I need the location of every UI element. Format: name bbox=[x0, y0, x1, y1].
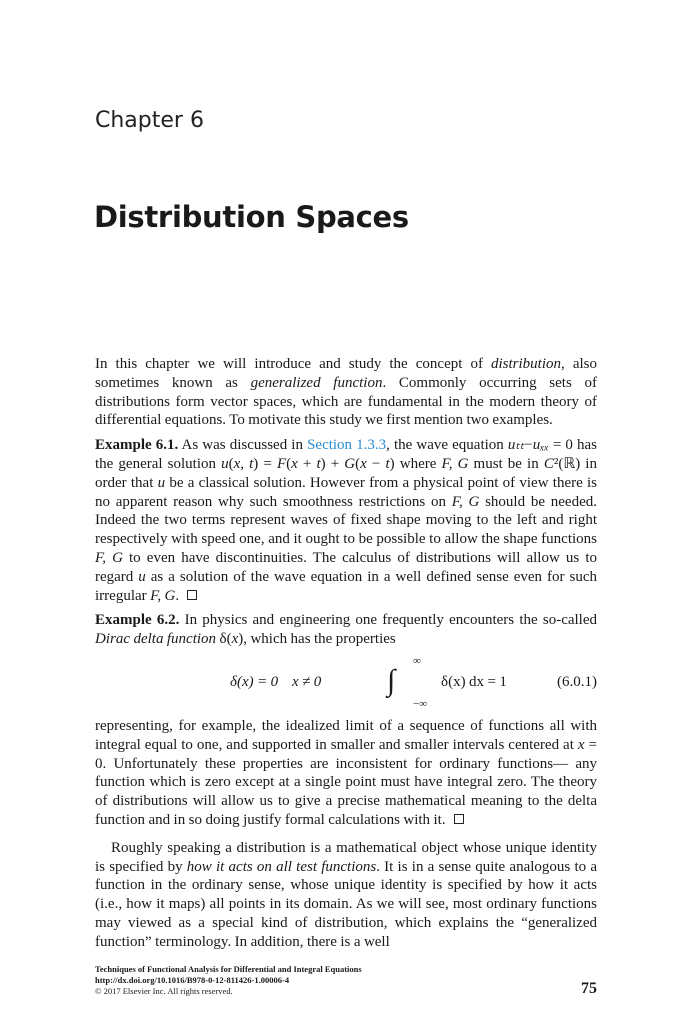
equation-rhs: δ(x) dx = 1 bbox=[441, 673, 507, 690]
text-run: F, G bbox=[451, 493, 480, 510]
text-run: must be in bbox=[468, 455, 544, 472]
text-run: F, G bbox=[150, 587, 176, 604]
paragraph bbox=[95, 355, 597, 430]
text-run: = 0 has the general solution bbox=[95, 437, 597, 472]
text-run: t bbox=[385, 455, 390, 472]
text-run: u bbox=[507, 437, 516, 454]
integral-lower-limit: −∞ bbox=[413, 697, 428, 710]
footer-book-title: Techniques of Functional Analysis for Differential and Integral Equations bbox=[95, 963, 362, 974]
text-run: . bbox=[175, 587, 180, 604]
text-run: as a solution of the wave equation in a well defined sense even for such irregular bbox=[95, 568, 598, 604]
paragraph bbox=[95, 436, 597, 605]
text-run: ( bbox=[286, 455, 292, 472]
text-run: ₓₓ bbox=[540, 437, 549, 454]
text-run: u bbox=[221, 455, 229, 472]
text-run: C bbox=[543, 455, 554, 472]
example-label: Example 6.1. bbox=[95, 437, 179, 454]
equation-lhs: δ(x) = 0 x ≠ 0 bbox=[230, 673, 322, 690]
text-run: representing, for example, the idealized limit of a sequence of functions all with integral equal to one, and supported in smaller and smaller intervals centered at bbox=[95, 717, 597, 753]
text-run: t bbox=[316, 455, 321, 472]
text-run: x bbox=[231, 631, 239, 648]
text-run: ₜₜ bbox=[515, 437, 525, 454]
footer-copyright: © 2017 Elsevier Inc. All rights reserved. bbox=[95, 985, 233, 996]
text-run: how it acts on all test functions bbox=[186, 858, 377, 875]
example-label: Example 6.2. bbox=[95, 612, 180, 629]
text-run: ( bbox=[228, 455, 234, 472]
chapter-title: Distribution Spaces bbox=[94, 200, 409, 234]
text-run: G bbox=[344, 455, 356, 472]
page-column bbox=[95, 355, 597, 997]
text-run: , also sometimes known as bbox=[95, 356, 597, 391]
text-run: x bbox=[360, 455, 367, 472]
text-run: = 0. Unfortunately these properties are inconsistent for ordinary functions— any function which is zero except at a single point must have integral zero. The theory of distributions will allow us to give a precise mathematical meaning to the delta function and in so doing justify formal calculations with it. bbox=[95, 736, 597, 828]
text-run: x, t bbox=[233, 455, 254, 472]
text-run: In this chapter we will introduce and study the concept of bbox=[95, 356, 491, 372]
footer bbox=[95, 964, 362, 997]
text-run: Dirac delta function bbox=[95, 631, 217, 648]
text-run: x bbox=[291, 455, 298, 472]
text-run: In physics and engineering one frequently encounters the so-called bbox=[179, 612, 597, 629]
integral-sign: ∫ bbox=[387, 663, 396, 697]
text-run: should be needed. Indeed the two terms represent waves of fixed shape moving to the left and right respectively with speed one, and it ought to be possible to allow the shape functions bbox=[95, 493, 597, 548]
text-run: − bbox=[366, 455, 386, 472]
text-run: . Commonly occurring sets of distributions form vector spaces, which are fundamental in the modern theory of differential equations. To motivate this study we first mention two examples. bbox=[95, 374, 598, 429]
qed-square-icon bbox=[187, 590, 197, 600]
integral-upper-limit: ∞ bbox=[413, 654, 421, 667]
text-run: generalized function bbox=[250, 374, 383, 391]
equation-number: (6.0.1) bbox=[557, 673, 597, 690]
text-run: F, G bbox=[95, 549, 123, 566]
chapter-label: Chapter 6 bbox=[95, 108, 204, 133]
section-link[interactable]: Section 1.3.3 bbox=[307, 437, 387, 454]
text-run: ²(ℝ) in order that bbox=[95, 455, 597, 491]
text-run: ( bbox=[355, 455, 361, 472]
text-run: As was discussed in bbox=[178, 437, 308, 454]
page-number: 75 bbox=[581, 979, 597, 997]
paragraph bbox=[95, 611, 597, 649]
text-run: F bbox=[276, 455, 287, 472]
footer-row bbox=[95, 964, 597, 997]
paragraph bbox=[95, 839, 597, 952]
text-run: ) = bbox=[253, 455, 277, 472]
text-run: − bbox=[524, 437, 533, 454]
body-text bbox=[95, 355, 597, 952]
text-run: u bbox=[138, 568, 146, 585]
paragraph bbox=[95, 717, 597, 830]
text-run: x bbox=[577, 736, 585, 753]
text-run: , the wave equation bbox=[386, 437, 508, 454]
text-run: δ( bbox=[216, 631, 232, 648]
text-run: ), which has the properties bbox=[238, 631, 396, 648]
text-run: + bbox=[297, 455, 317, 472]
text-run: Roughly speaking a distribution is a mathematical object whose unique identity is specified by bbox=[95, 839, 597, 875]
text-run: ) + bbox=[320, 455, 345, 472]
text-run: u bbox=[157, 474, 166, 491]
paragraphs-before-equation bbox=[95, 355, 597, 649]
footer-doi-link[interactable]: http://dx.doi.org/10.1016/B978-0-12-811426-1.00006-4 bbox=[95, 974, 290, 985]
text-run: . It is in a sense quite analogous to a function in the ordinary sense, whose unique identity is specified by how it acts (i.e., how it maps) all points in its domain. As we will see, most ordinary functions may viewed as a special kind of distribution, which explains the “generalized function” terminology. In addition, there is a well bbox=[95, 858, 597, 950]
paragraphs-after-equation bbox=[95, 717, 597, 952]
text-run: ) where bbox=[389, 455, 442, 472]
equation-6-0-1 bbox=[95, 655, 597, 711]
text-run: be a classical solution. However from a physical point of view there is no apparent reason why such smoothness restrictions on bbox=[95, 474, 597, 510]
text-run: distribution bbox=[491, 356, 562, 372]
text-run: to even have discontinuities. The calculus of distributions will allow us to regard bbox=[95, 549, 598, 585]
text-run: F, G bbox=[441, 455, 469, 472]
text-run: u bbox=[532, 437, 541, 454]
qed-square-icon bbox=[454, 814, 464, 824]
